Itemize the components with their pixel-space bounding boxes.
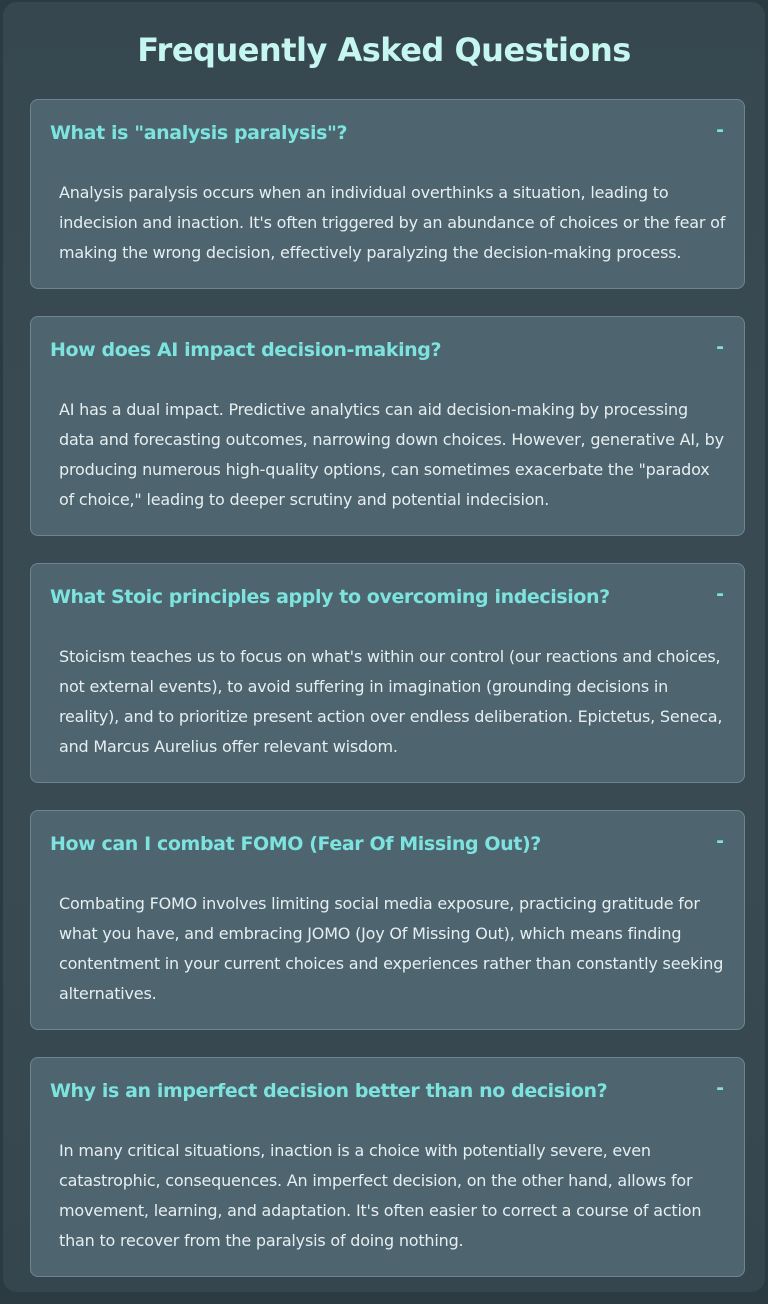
faq-item [30,99,745,289]
faq-question-text: How can I combat FOMO (Fear Of Missing Out)? [50,833,541,855]
collapse-icon[interactable]: - [716,583,724,605]
faq-answer: Analysis paralysis occurs when an individual overthinks a situation, leading to indecision and inaction. It's often triggered by an abundance of choices or the fear of making the wrong decision, effectively paralyzing the decision-making process. [59,183,726,262]
collapse-icon[interactable]: - [716,830,724,852]
faq-question-button[interactable] [31,100,744,166]
faq-question-text: Why is an imperfect decision better than no decision? [50,1080,608,1102]
faq-question-text: How does AI impact decision-making? [50,339,442,361]
faq-item [30,810,745,1030]
page-title: Frequently Asked Questions [137,31,631,69]
faq-question-button[interactable] [31,1058,744,1124]
faq-question-button[interactable] [31,317,744,383]
faq-answer: Stoicism teaches us to focus on what's within our control (our reactions and choices, not external events), to avoid suffering in imagination (grounding decisions in reality), and to prioritize present action over endless deliberation. Epictetus, Seneca, and Marcus Aurelius offer relevant wisdom. [59,647,723,756]
collapse-icon[interactable]: - [716,336,724,358]
faq-question-text: What Stoic principles apply to overcoming indecision? [50,586,610,608]
faq-answer: In many critical situations, inaction is a choice with potentially severe, even catastrophic, consequences. An imperfect decision, on the other hand, allows for movement, learning, and adaptation. It's often easier to correct a course of action than to recover from the paralysis of doing nothing. [59,1141,702,1250]
faq-list [30,99,745,1304]
faq-item [30,563,745,783]
faq-question-button[interactable] [31,564,744,630]
faq-answer: AI has a dual impact. Predictive analytics can aid decision-making by processing data and forecasting outcomes, narrowing down choices. However, generative AI, by producing numerous high-quality options, can sometimes exacerbate the "paradox of choice," leading to deeper scrutiny and potential indecision. [59,400,724,509]
faq-question-button[interactable] [31,811,744,877]
faq-item [30,316,745,536]
collapse-icon[interactable]: - [716,1077,724,1099]
faq-answer: Combating FOMO involves limiting social media exposure, practicing gratitude for what you have, and embracing JOMO (Joy Of Missing Out), which means finding contentment in your current choices and experiences rather than constantly seeking alternatives. [59,894,724,1003]
collapse-icon[interactable]: - [716,119,724,141]
faq-question-text: What is "analysis paralysis"? [50,122,348,144]
faq-item [30,1057,745,1277]
